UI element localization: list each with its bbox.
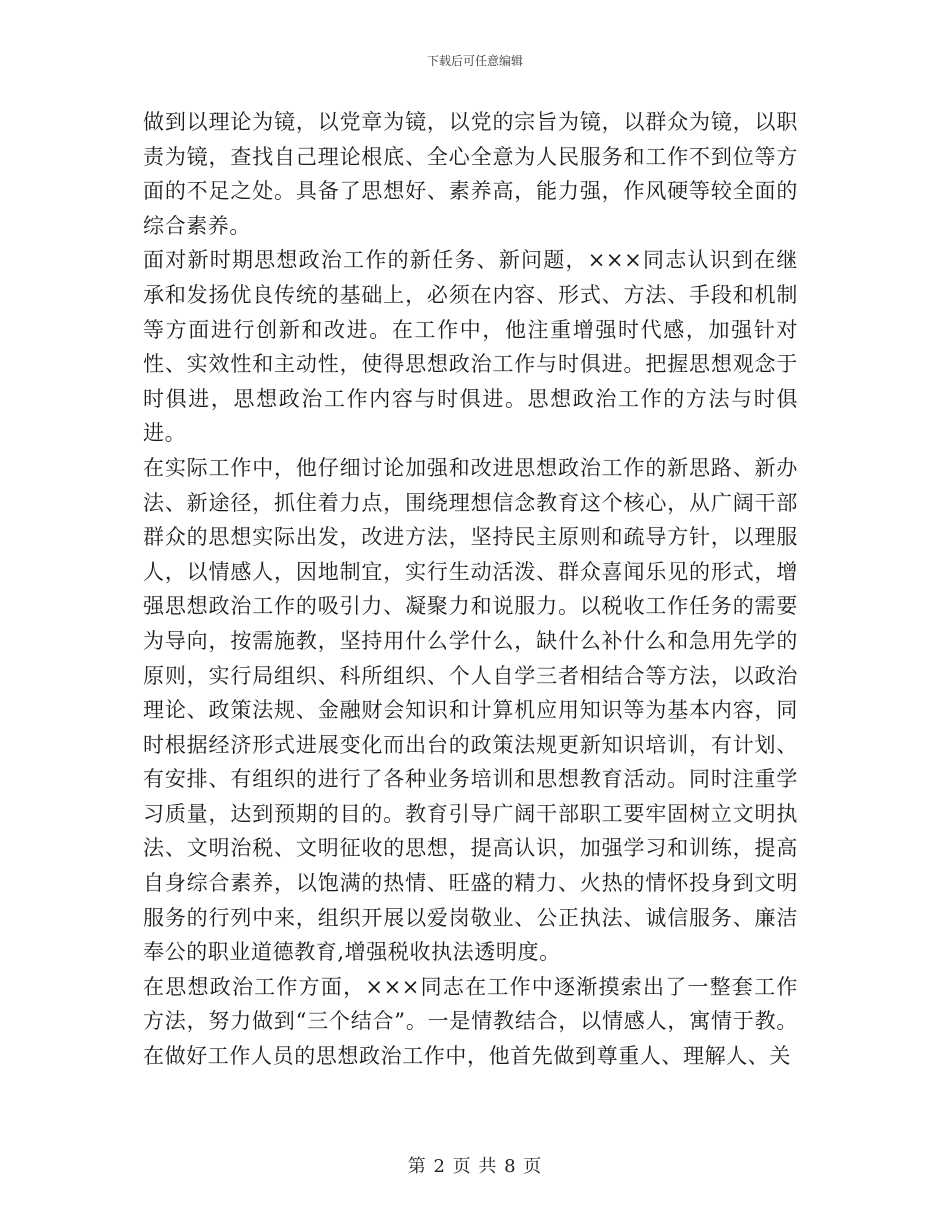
paragraph: 在实际工作中，他仔细讨论加强和改进思想政治工作的新思路、新办法、新途径，抓住着力点，围绕理想信念教育这个核心，从广阔干部群众的思想实际出发，改进方法，坚持民主原则和疏导方针，以理服人，以情感人，因地制宜，实行生动活泼、群众喜闻乐见的形式，增强思想政治工作的吸引力、凝聚力和说服力。以税收工作任务的需要为导向，按需施教，坚持用什么学什么，缺什么补什么和急用先学的原则，实行局组织、科所组织、个人自学三者相结合等方法，以政治理论、政策法规、金融财会知识和计算机应用知识等为基本内容，同时根据经济形式进展变化而出台的政策法规更新知识培训，有计划、有安排、有组织的进行了各种业务培训和思想教育活动。同时注重学习质量，达到预期的目的。教育引导广阔干部职工要牢固树立文明执法、文明治税、文明征收的思想，提高认识，加强学习和训练，提高自身综合素养，以饱满的热情、旺盛的精力、火热的情怀投身到文明服务的行列中来，组织开展以爱岗敬业、公正执法、诚信服务、廉洁奉公的职业道德教育,增强税收执法透明度。	[143, 455, 798, 965]
paragraph: 面对新时期思想政治工作的新任务、新问题，×××同志认识到在继承和发扬优良传统的基础上，必须在内容、形式、方法、手段和机制等方面进行创新和改进。在工作中，他注重增强时代感，加强针对性、实效性和主动性，使得思想政治工作与时俱进。把握思想观念于时俱进，思想政治工作内容与时俱进。思想政治工作的方法与时俱进。	[143, 248, 798, 446]
body-text	[143, 105, 798, 1074]
paragraph: 做到以理论为镜，以党章为镜，以党的宗旨为镜，以群众为镜，以职责为镜，查找自己理论根底、全心全意为人民服务和工作不到位等方面的不足之处。具备了思想好、素养高，能力强，作风硬等较全面的综合素养。	[143, 110, 798, 238]
paragraph: 在思想政治工作方面，×××同志在工作中逐渐摸索出了一整套工作方法，努力做到“三个结合”。一是情教结合，以情感人，寓情于教。在做好工作人员的思想政治工作中，他首先做到尊重人、理解人、关	[143, 974, 798, 1069]
page-number: 第 2 页 共 8 页	[407, 1156, 543, 1177]
header-note: 下载后可任意编辑	[426, 54, 523, 68]
